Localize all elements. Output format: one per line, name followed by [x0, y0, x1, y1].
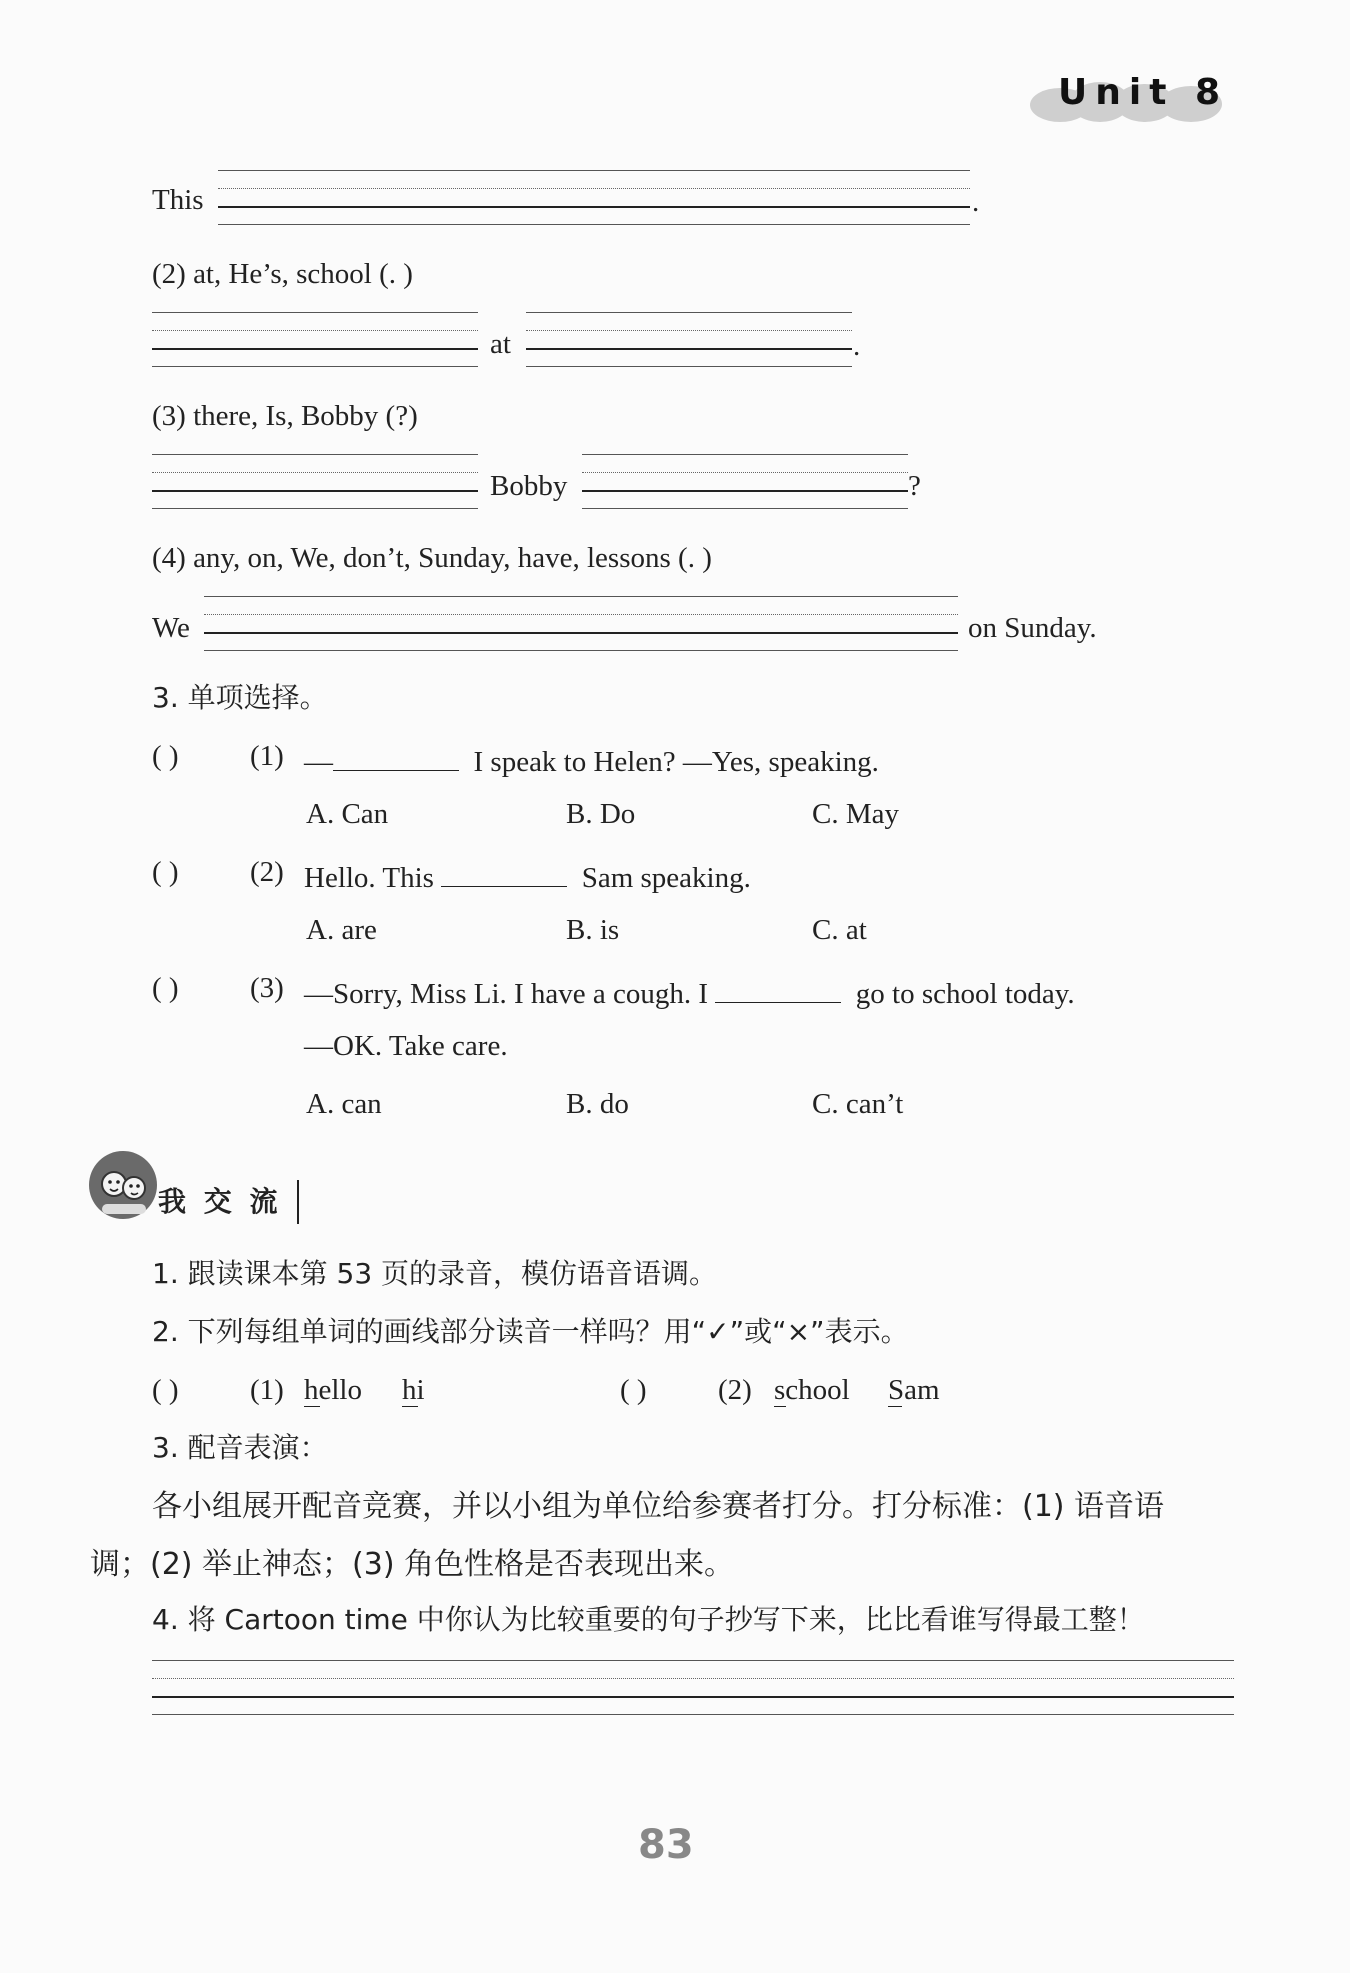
pair1-word2: hi: [402, 1374, 425, 1406]
s1-lead: This: [152, 184, 204, 216]
pair1-word2-underline: [402, 1406, 418, 1407]
q3-item3-stem: —Sorry, Miss Li. I have a cough. I go to school today.: [304, 974, 1075, 1009]
pair2-word1: school: [774, 1374, 850, 1406]
pair2-answer-paren[interactable]: ( ): [620, 1374, 647, 1406]
unit-title: Unit 8: [1058, 72, 1228, 113]
s1-period: .: [972, 186, 980, 218]
q3-item3-number: (3): [250, 972, 284, 1004]
q3-item2-number: (2): [250, 856, 284, 888]
pair1-word1-underline: [304, 1406, 320, 1407]
pair2-number: (2): [718, 1374, 752, 1406]
q3-item1-number: (1): [250, 740, 284, 772]
q3-item1-option-c[interactable]: C. May: [812, 798, 899, 830]
q3-item1-option-b[interactable]: B. Do: [566, 798, 636, 830]
s3-mid: Bobby: [490, 470, 568, 502]
q3-item3-blank[interactable]: [715, 974, 841, 1003]
q3-item2-option-b[interactable]: B. is: [566, 914, 620, 946]
q3-item1-answer-paren[interactable]: ( ): [152, 740, 179, 772]
section-title-bar: [297, 1180, 299, 1224]
q3-item3-line2: —OK. Take care.: [304, 1030, 508, 1062]
s-item-3-line1: 各小组展开配音竞赛，并以小组为单位给参赛者打分。打分标准：(1) 语音语: [152, 1489, 1165, 1524]
q3-item2-answer-paren[interactable]: ( ): [152, 856, 179, 888]
s4-prompt: (4) any, on, We, don’t, Sunday, have, lessons (. ): [152, 542, 712, 574]
q3-item1-blank[interactable]: [333, 742, 459, 771]
kids-mascot-icon: [86, 1148, 160, 1222]
copy-writing-line[interactable]: [152, 1660, 1234, 1714]
s3-prompt: (3) there, Is, Bobby (?): [152, 400, 418, 432]
s3-writing-line-2[interactable]: [582, 454, 908, 508]
pair2-word2: Sam: [888, 1374, 940, 1406]
s4-lead: We: [152, 612, 190, 644]
q3-item2-option-a[interactable]: A. are: [306, 914, 377, 946]
s2-period: .: [853, 330, 861, 362]
q3-item2-blank[interactable]: [441, 858, 567, 887]
s-item-3: 3. 配音表演：: [152, 1431, 328, 1464]
q3-item3-option-b[interactable]: B. do: [566, 1088, 629, 1120]
s-item-3-line2: 调；(2) 举止神态；(3) 角色性格是否表现出来。: [90, 1547, 735, 1582]
q3-item3-option-a[interactable]: A. can: [306, 1088, 382, 1120]
q3-item1-option-a[interactable]: A. Can: [306, 798, 389, 830]
q3-item3-answer-paren[interactable]: ( ): [152, 972, 179, 1004]
q3-item3-option-c[interactable]: C. can’t: [812, 1088, 904, 1120]
pair2-word2-underline: [888, 1406, 902, 1407]
pair1-word1: hello: [304, 1374, 362, 1406]
q3-heading: 3. 单项选择。: [152, 681, 328, 714]
pair2-word1-underline: [774, 1406, 786, 1407]
page-number: 83: [638, 1822, 694, 1868]
s1-writing-line[interactable]: [218, 170, 970, 224]
s-item-2: 2. 下列每组单词的画线部分读音一样吗？用“✓”或“×”表示。: [152, 1315, 909, 1348]
q3-item2-stem: Hello. This Sam speaking.: [304, 858, 751, 893]
s4-tail: on Sunday.: [968, 612, 1097, 644]
s3-writing-line-1[interactable]: [152, 454, 478, 508]
s2-mid: at: [490, 328, 511, 360]
s3-question-mark: ?: [908, 470, 921, 502]
pair1-number: (1): [250, 1374, 284, 1406]
s-item-1: 1. 跟读课本第 53 页的录音，模仿语音语调。: [152, 1257, 718, 1290]
section-title: 我 交 流: [158, 1185, 282, 1218]
q3-item2-option-c[interactable]: C. at: [812, 914, 867, 946]
pair1-answer-paren[interactable]: ( ): [152, 1374, 179, 1406]
s2-writing-line-2[interactable]: [526, 312, 852, 366]
s-item-4: 4. 将 Cartoon time 中你认为比较重要的句子抄写下来，比比看谁写得最工整！: [152, 1603, 1145, 1636]
s2-writing-line-1[interactable]: [152, 312, 478, 366]
s2-prompt: (2) at, He’s, school (. ): [152, 258, 413, 290]
q3-item1-stem: — I speak to Helen? —Yes, speaking.: [304, 742, 879, 777]
s4-writing-line[interactable]: [204, 596, 958, 650]
